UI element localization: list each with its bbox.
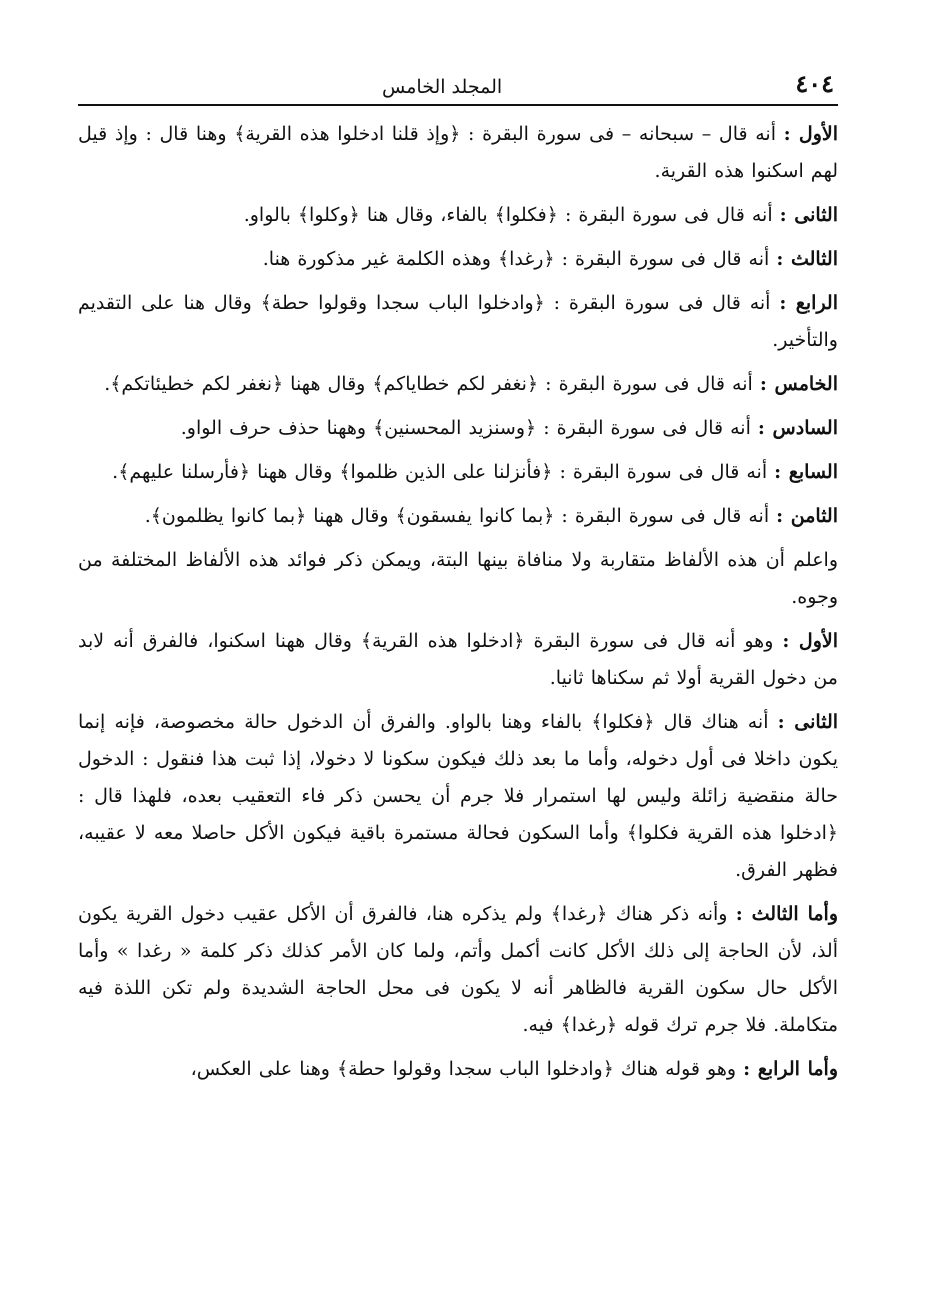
paragraph-label: الثانى : (779, 204, 838, 226)
paragraph-text: وهو أنه قال فى سورة البقرة ﴿ادخلوا هذه القرية﴾ وقال ههنا اسكنوا، فالفرق أنه لابد من دخول القرية أولا ثم سكناها ثانيا. (78, 630, 838, 689)
page-header (78, 58, 838, 106)
paragraph (78, 542, 838, 616)
paragraph-label: وأما الرابع : (743, 1058, 838, 1080)
page-body (78, 106, 838, 1088)
page-number: ٤٠٤ (795, 69, 834, 98)
paragraph-text: أنه قال فى سورة البقرة : ﴿فأنزلنا على الذين ظلموا﴾ وقال ههنا ﴿فأرسلنا عليهم﴾. (112, 461, 775, 483)
paragraph (78, 704, 838, 889)
paragraph-label: الثامن : (776, 505, 838, 527)
paragraph-label: الثانى : (777, 711, 839, 733)
paragraph-label: وأما الثالث : (735, 903, 838, 925)
paragraph (78, 116, 838, 190)
paragraph (78, 896, 838, 1044)
paragraph (78, 1051, 838, 1088)
paragraph-text: أنه قال فى سورة البقرة : ﴿فكلوا﴾ بالفاء، وقال هنا ﴿وكلوا﴾ بالواو. (243, 204, 780, 226)
paragraph-text: وهو قوله هناك ﴿وادخلوا الباب سجدا وقولوا حطة﴾ وهنا على العكس، (190, 1058, 744, 1080)
paragraph-label: الخامس : (759, 373, 838, 395)
paragraph (78, 498, 838, 535)
paragraph (78, 623, 838, 697)
paragraph-label: السادس : (757, 417, 838, 439)
paragraph (78, 410, 838, 447)
paragraph (78, 285, 838, 359)
paragraph-text: وأنه ذكر هناك ﴿رغدا﴾ ولم يذكره هنا، فالفرق أن الأكل عقيب دخول القرية يكون ألذ، لأن الحاجة إلى ذلك الأكل كانت أكمل وأتم، ولما كان الأمر كذلك ذكر كلمة « رغدا » وأما الأكل حال سكون القرية فالظاهر أنه لا يكون فى محل الحاجة الشديدة ولم تكن اللذة فيه متكاملة. فلا جرم ترك قوله ﴿رغدا﴾ فيه. (78, 903, 838, 1036)
paragraph-text: أنه قال فى سورة البقرة : ﴿وسنزيد المحسنين﴾ وههنا حذف حرف الواو. (180, 417, 758, 439)
paragraph-label: الرابع : (779, 292, 838, 314)
running-title: المجلد الخامس (382, 76, 503, 98)
paragraph-label: الأول : (782, 630, 838, 652)
paragraph-text: واعلم أن هذه الألفاظ متقاربة ولا منافاة بينها البتة، ويمكن ذكر فوائد هذه الألفاظ المختلفة من وجوه. (78, 549, 838, 608)
paragraph (78, 366, 838, 403)
paragraph (78, 454, 838, 491)
paragraph-text: أنه قال فى سورة البقرة : ﴿وادخلوا الباب سجدا وقولوا حطة﴾ وقال هنا على التقديم والتأخير. (78, 292, 838, 351)
paragraph-label: السابع : (774, 461, 838, 483)
page (78, 58, 838, 1095)
paragraph-label: الأول : (783, 123, 839, 145)
paragraph-label: الثالث : (776, 248, 838, 270)
paragraph-text: أنه هناك قال ﴿فكلوا﴾ بالفاء وهنا بالواو. والفرق أن الدخول حالة مخصوصة، فإنه إنما يكون داخلا فى أول دخوله، وأما ما بعد ذلك فيكون سكونا لا دخولا، إذا ثبت هذا فنقول : الدخول حالة منقضية زائلة وليس لها استمرار فلا جرم أن يحسن ذكر فاء التعقيب بعده، فلهذا قال : ﴿ادخلوا هذه القرية فكلوا﴾ وأما السكون فحالة مستمرة باقية فيكون الأكل حاصلا معه لا عقيبه، فظهر الفرق. (78, 711, 838, 881)
paragraph-text: أنه قال فى سورة البقرة : ﴿رغدا﴾ وهذه الكلمة غير مذكورة هنا. (262, 248, 777, 270)
paragraph (78, 241, 838, 278)
paragraph-text: أنه قال فى سورة البقرة : ﴿نغفر لكم خطاياكم﴾ وقال ههنا ﴿نغفر لكم خطيئاتكم﴾. (104, 373, 760, 395)
paragraph-text: أنه قال – سبحانه – فى سورة البقرة : ﴿وإذ قلنا ادخلوا هذه القرية﴾ وهنا قال : وإذ قيل لهم اسكنوا هذه القرية. (78, 123, 838, 182)
paragraph (78, 197, 838, 234)
paragraph-text: أنه قال فى سورة البقرة : ﴿بما كانوا يفسقون﴾ وقال ههنا ﴿بما كانوا يظلمون﴾. (144, 505, 777, 527)
